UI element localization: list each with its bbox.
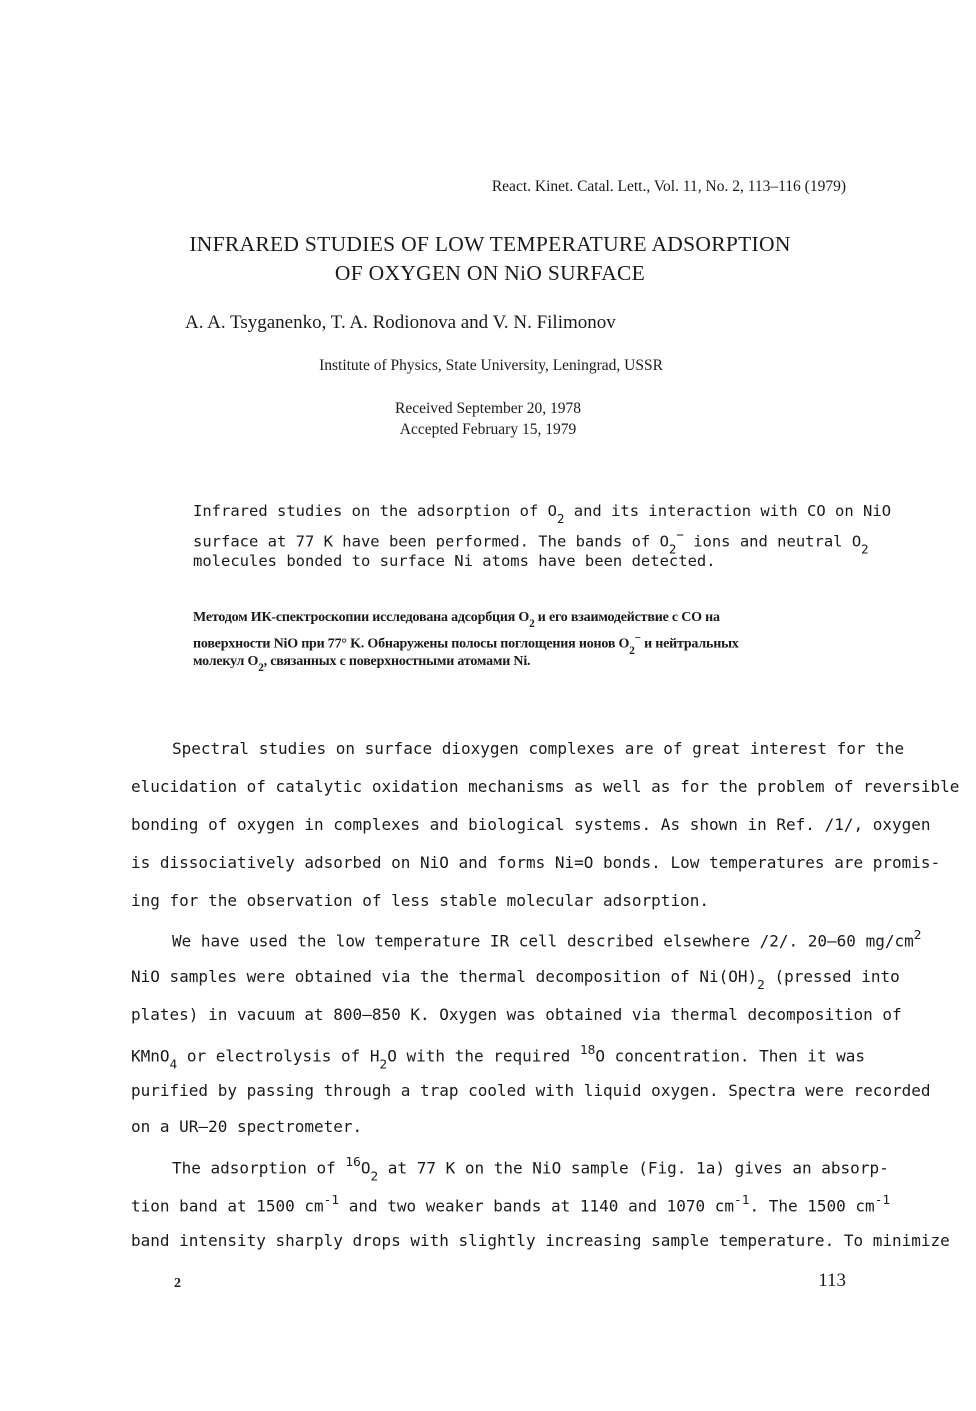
body-line: on a UR–20 spectrometer. [131,1117,363,1136]
abstract-line: molecules bonded to surface Ni atoms have been detected. [193,551,716,570]
body-line: Spectral studies on surface dioxygen complexes are of great interest for the [172,739,905,758]
authors: A. A. Tsyganenko, T. A. Rodionova and V. N. Filimonov [185,312,616,333]
body-line: plates) in vacuum at 800–850 K. Oxygen was obtained via thermal decomposition of [131,1005,902,1024]
journal-reference: React. Kinet. Catal. Lett., Vol. 11, No. 2, 113–116 (1979) [491,178,846,195]
body-line: ing for the observation of less stable molecular adsorption. [131,891,709,910]
accepted-date: Accepted February 15, 1979 [399,421,577,438]
body-line: is dissociatively adsorbed on NiO and forms Ni=O bonds. Low temperatures are promis- [131,853,941,872]
body-line: We have used the low temperature IR cell described elsewhere /2/. 20–60 $mg/cm^2$ [172,928,922,951]
body-line: band intensity sharply drops with slightly increasing sample temperature. To minimize [131,1231,950,1250]
footer-signature-mark: 2 [174,1276,181,1291]
article-title-line-2: OF OXYGEN ON NiO SURFACE [334,261,646,285]
abstract-line: Infrared studies on the adsorption of $O_2$ and its interaction with CO on NiO [193,501,892,526]
received-date: Received September 20, 1978 [395,400,581,417]
body-line: bonding of oxygen in complexes and biological systems. As shown in Ref. /1/, oxygen [131,815,931,834]
article-title-line-1: INFRARED STUDIES OF LOW TEMPERATURE ADSORPTION [189,232,791,256]
body-line: tion band at 1500 $cm^{-1}$ and two weaker bands at 1140 and 1070 $cm^{-1}$. The 1500 $cm^{-1}$ [131,1193,891,1216]
body-line: purified by passing through a trap cooled with liquid oxygen. Spectra were recorded [131,1081,931,1100]
affiliation: Institute of Physics, State University, Leningrad, USSR [319,357,663,374]
body-line: elucidation of catalytic oxidation mechanisms as well as for the problem of reversible [131,777,960,796]
body-line: KMnO$_4$ or electrolysis of $H_2O$ with the required $^{18}$O concentration. Then it was [131,1043,866,1073]
abstract-ru-line: Методом ИК-спектроскопии исследована адсорбция $O_2$ и его взаимодействие с CO на [193,610,720,631]
abstract-line: surface at 77 K have been performed. The bands of $O_2^-$ ions and neutral $O_2$ [193,526,869,556]
body-line: The adsorption of $^{16}O_2$ at 77 K on the NiO sample (Fig. 1a) gives an absorp- [172,1155,889,1185]
page-number: 113 [818,1270,846,1291]
body-line: NiO samples were obtained via the thermal decomposition of $Ni(OH)_2$ (pressed into [131,967,900,994]
abstract-ru-line: поверхности NiO при 77° K. Обнаружены полосы поглощения ионов $O_2^-$ и нейтральных [193,632,739,657]
abstract-ru-line: молекул $O_2$, связанных с поверхностными атомами Ni. [193,654,531,675]
